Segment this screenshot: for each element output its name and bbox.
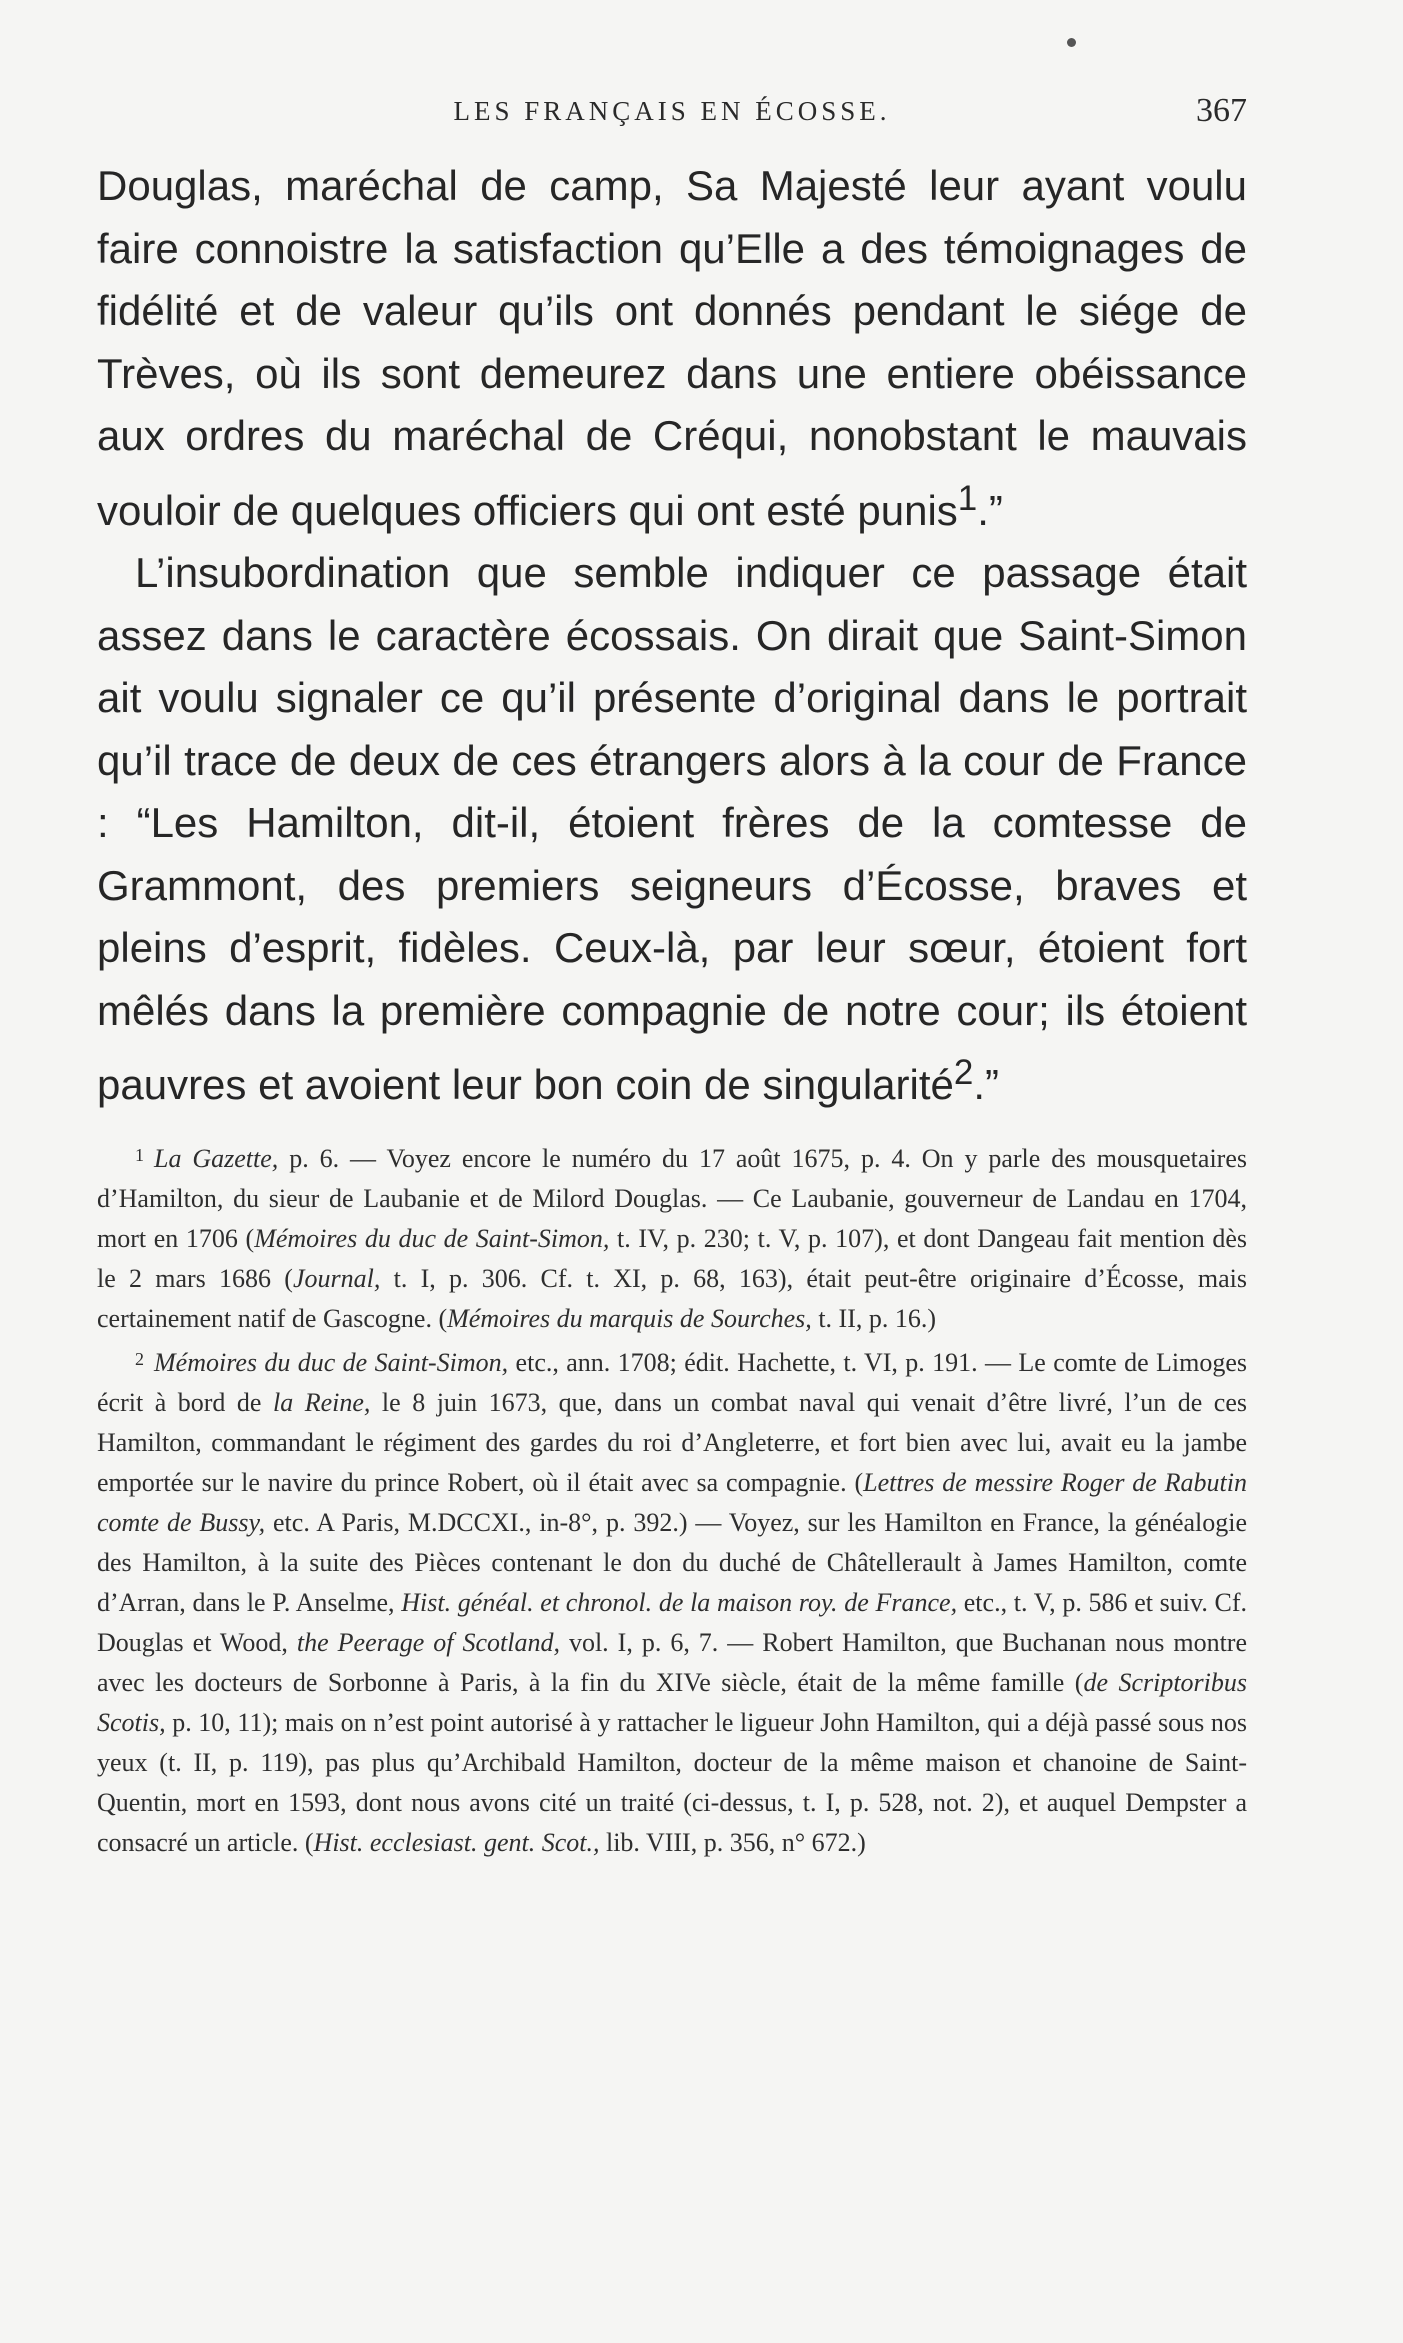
footnote-2-mark: 2 (135, 1349, 144, 1369)
main-text (97, 155, 1247, 1117)
footnote-1-mark: 1 (135, 1145, 144, 1165)
footnote-2 (97, 1339, 1247, 1863)
footnote-1-segment: t. II, p. 16.) (811, 1304, 937, 1333)
footnote-2-segment: etc. A Paris, M.DCCXI., in-8°, p. 392.) — Voyez, sur les Hamilton en France, la généalogie des Hamilton, à la suite des Pièces contenant le don du duché de Châtellerault à James Hamilton, comte d’Arran, dans le P. Anselme, (97, 1508, 1248, 1617)
page-number: 367 (1196, 92, 1247, 129)
footnote-2-segment: Mémoires du duc de Saint-Simon, (154, 1348, 509, 1377)
footnote-2-segment: Hist. ecclesiast. gent. Scot., (313, 1828, 600, 1857)
footnote-2-segment: le 8 juin 1673, que, dans un combat naval qui venait d’être livré, l’un de ces Hamilton, commandant le régiment des gardes du roi d’Angleterre, et fort bien avec lui, avait eu la jambe emportée sur le navire du prince Robert, où il était avec sa compagnie. ( (97, 1388, 1247, 1497)
footnote-2-segment: de Scriptoribus Scotis, (97, 1668, 1248, 1737)
book-page (97, 0, 1247, 2343)
footnote-2-segment: etc., t. V, p. 586 et suiv. Cf. Douglas et Wood, (97, 1588, 1248, 1657)
footnote-1-segment: p. 6. — Voyez encore le numéro du 17 août 1675, p. 4. On y parle des mousquetaires d’Hamilton, du sieur de Laubanie et de Milord Douglas. — Ce Laubanie, gouverneur de Landau en 1704, mort en 1706 ( (97, 1144, 1247, 1253)
paragraph-2 (97, 542, 1247, 1117)
footnote-1-segment: Journal, (292, 1264, 381, 1293)
paragraph-2-end: .” (973, 1061, 1000, 1108)
footnote-2-segment: la Reine, (272, 1388, 371, 1417)
footnote-ref-2: 2 (953, 1053, 974, 1092)
footnote-2-segment: vol. I, p. 6, 7. — Robert Hamilton, que Buchanan nous montre avec les docteurs de Sorbonne à Paris, à la fin du XIVe siècle, était de la même famille ( (97, 1628, 1247, 1697)
footnote-2-segment: the Peerage of Scotland, (296, 1628, 560, 1657)
footnote-1-segment: La Gazette, (154, 1144, 279, 1173)
footnote-ref-1: 1 (957, 478, 978, 518)
running-title: LES FRANÇAIS EN ÉCOSSE. (453, 96, 891, 126)
paragraph-1-text: Douglas, maréchal de camp, Sa Majesté leur ayant voulu faire connoistre la satisfaction qu’Elle a des témoignages de fidélité et de valeur qu’ils ont donnés pendant le siége de Trèves, où ils sont demeurez dans une entiere obéissance aux ordres du maréchal de Créqui, nonobstant le mauvais vouloir de quelques officiers qui ont esté punis (97, 162, 1247, 534)
footnote-1-segment: Mémoires du marquis de Sourches, (447, 1304, 812, 1333)
footnote-2-segment: Hist. généal. et chronol. de la maison roy. de France, (401, 1588, 958, 1617)
footnote-1-segment: t. I, p. 306. Cf. t. XI, p. 68, 163), était peut-être originaire d’Écosse, mais certainement natif de Gascogne. ( (97, 1264, 1247, 1333)
footnote-1-segment: t. IV, p. 230; t. V, p. 107), et dont Dangeau fait mention dès le 2 mars 1686 ( (97, 1224, 1248, 1293)
paragraph-2-text: L’insubordination que semble indiquer ce passage était assez dans le caractère écossais. On dirait que Saint-Simon ait voulu signaler ce qu’il présente d’original dans le portrait qu’il trace de deux de ces étrangers alors à la cour de France : “Les Hamilton, dit-il, étoient frères de la comtesse de Grammont, des premiers seigneurs d’Écosse, braves et pleins d’esprit, fidèles. Ceux-là, par leur sœur, étoient fort mêlés dans la première compagnie de notre cour; ils étoient pauvres et avoient leur bon coin de singularité (97, 549, 1247, 1108)
paragraph-1-end: .” (977, 486, 1003, 534)
footnote-2-segment: Lettres de messire Roger de Rabutin comte de Bussy, (97, 1468, 1247, 1537)
paragraph-1 (97, 155, 1247, 542)
footnotes (97, 1135, 1247, 1863)
running-head (97, 92, 1247, 132)
footnote-2-segment: lib. VIII, p. 356, n° 672.) (599, 1828, 866, 1857)
footnote-2-segment: etc., ann. 1708; édit. Hachette, t. VI, p. 191. — Le comte de Limoges écrit à bord de (97, 1348, 1247, 1417)
footnote-1-segment: Mémoires du duc de Saint-Simon, (254, 1224, 610, 1253)
footnote-1 (97, 1135, 1247, 1339)
footnote-2-segment: p. 10, 11); mais on n’est point autorisé à y rattacher le ligueur John Hamilton, qui a déjà passé sous nos yeux (t. II, p. 119), pas plus qu’Archibald Hamilton, docteur de la même maison et chanoine de Saint-Quentin, mort en 1593, dont nous avons cité un traité (ci-dessus, t. I, p. 528, not. 2), et auquel Dempster a consacré un article. ( (97, 1708, 1247, 1857)
